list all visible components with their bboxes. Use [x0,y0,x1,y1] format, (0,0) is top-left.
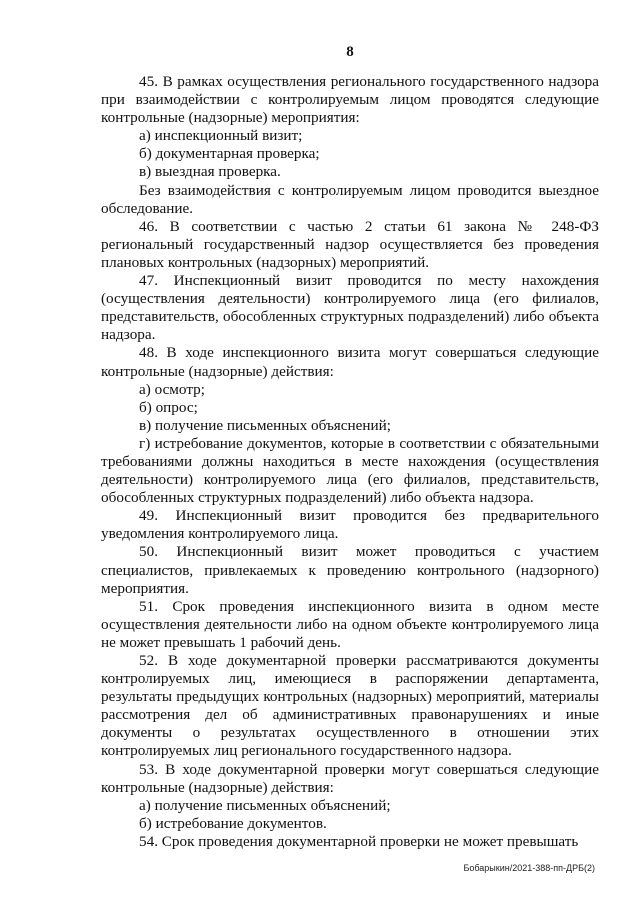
paragraph: 48. В ходе инспекционного визита могут совершаться следующие контрольные (надзорные) действия: [101,344,599,380]
list-item: б) истребование документов. [139,814,327,832]
paragraph: 47. Инспекционный визит проводится по месту нахождения (осуществления деятельности) контролируемого лица (его филиалов, представительств, обособленных структурных подразделений) либо объекта надзора. [101,272,599,344]
list-item: в) выездная проверка. [139,163,281,181]
list-item: б) документарная проверка; [139,145,320,163]
list-item: б) опрос; [139,398,198,416]
paragraph: 53. В ходе документарной проверки могут совершаться следующие контрольные (надзорные) действия: [101,760,599,796]
document-footer-code: Бобарыкин/2021-388-пп-ДРБ(2) [463,863,595,873]
paragraph: 46. В соответствии с частью 2 статьи 61 закона № 248-ФЗ региональный государственный надзор осуществляется без проведения плановых контрольных (надзорных) мероприятий. [101,217,599,271]
paragraph: Без взаимодействия с контролируемым лицом проводится выездное обследование. [101,181,599,217]
list-item: а) инспекционный визит; [139,127,303,145]
list-item: а) получение письменных объяснений; [139,796,391,814]
paragraph: 45. В рамках осуществления регионального государственного надзора при взаимодействии с контролируемым лицом проводятся следующие контрольные (надзорные) мероприятия: [101,73,599,127]
paragraph: 49. Инспекционный визит проводится без предварительного уведомления контролируемого лица. [101,507,599,543]
paragraph: г) истребование документов, которые в соответствии с обязательными требованиями должны находиться в месте нахождения (осуществления деятельности) контролируемого лица (его филиалов, представительств, обособленных структурных подразделений) либо объекта надзора. [101,434,599,507]
paragraph: 50. Инспекционный визит может проводиться с участием специалистов, привлекаемых к проведению контрольного (надзорного) мероприятия. [101,543,599,597]
list-item: в) получение письменных объяснений; [139,416,392,434]
paragraph: 51. Срок проведения инспекционного визита в одном месте осуществления деятельности либо на одном объекте контролируемого лица не может превышать 1 рабочий день. [101,597,599,651]
list-item: а) осмотр; [139,380,205,398]
document-body [101,73,599,851]
paragraph: 52. В ходе документарной проверки рассматриваются документы контролируемых лиц, имеющиеся в распоряжении департамента, результаты предыдущих контрольных (надзорных) мероприятий, материалы рассмотрения дел об административных правонарушениях и иные документы о результатах осуществленного в отношении этих контролируемых лиц регионального государственного надзора. [101,652,599,760]
page-number: 8 [346,44,354,60]
paragraph: 54. Срок проведения документарной проверки не может превышать [139,832,579,850]
